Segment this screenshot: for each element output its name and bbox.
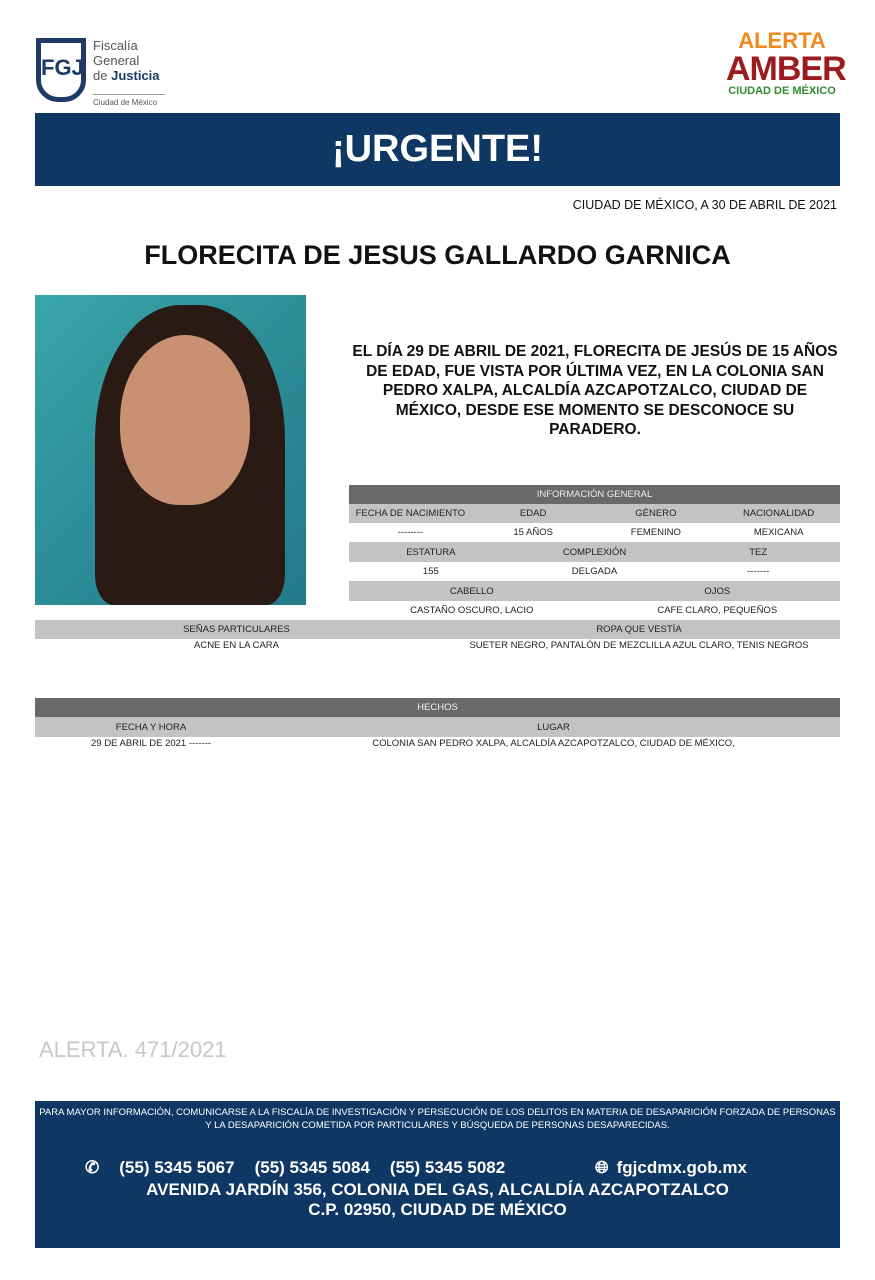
info-label-row [349, 542, 840, 562]
value: DELGADA [571, 566, 618, 577]
value: -------- [397, 527, 424, 538]
info-value-row [349, 601, 840, 620]
label: SEÑAS PARTICULARES [183, 624, 290, 635]
label: FECHA DE NACIMIENTO [355, 508, 466, 519]
phone-number[interactable]: (55) 5345 5082 [389, 1158, 506, 1177]
urgent-banner: ¡URGENTE! [35, 113, 840, 186]
phone-number[interactable]: (55) 5345 5084 [254, 1158, 370, 1177]
logo-line: de [93, 68, 108, 83]
phone-number[interactable]: (55) 5345 5067 [119, 1158, 235, 1177]
label: LUGAR [537, 721, 570, 733]
value: ACNE EN LA CARA [194, 640, 279, 651]
value: SUETER NEGRO, PANTALÓN DE MEZCLILLA AZUL CLARO, TENIS NEGROS [469, 640, 809, 651]
label: COMPLEXIÓN [562, 546, 627, 558]
info-header: INFORMACIÓN GENERAL [349, 485, 840, 504]
address-line: AVENIDA JARDÍN 356, COLONIA DEL GAS, ALCALDÍA AZCAPOTZALCO [146, 1180, 729, 1199]
info-value-row [349, 562, 840, 581]
value: 29 DE ABRIL DE 2021 ------- [90, 737, 212, 749]
amber-line: ALERTA [738, 28, 826, 53]
value: FEMENINO [630, 527, 681, 538]
value: ------- [747, 566, 770, 577]
address-line: C.P. 02950, CIUDAD DE MÉXICO [308, 1200, 567, 1219]
label: ROPA QUE VESTÍA [596, 624, 682, 635]
label: EDAD [519, 508, 547, 519]
info-label-row [349, 581, 840, 601]
amber-line: CIUDAD DE MÉXICO [728, 85, 836, 97]
person-name: FLORECITA DE JESUS GALLARDO GARNICA [144, 240, 731, 270]
value: CAFE CLARO, PEQUEÑOS [657, 605, 778, 616]
logo-line: General [93, 53, 140, 68]
globe-icon: 🌐︎ [595, 1158, 609, 1177]
info-label-row [35, 620, 840, 639]
hechos-header: HECHOS [35, 698, 840, 717]
value: 15 AÑOS [513, 527, 553, 538]
logo-line: Justicia [111, 68, 160, 83]
value: COLONIA SAN PEDRO XALPA, ALCALDÍA AZCAPOTZALCO, CIUDAD DE MÉXICO, [372, 737, 735, 749]
amber-line: AMBER [726, 50, 846, 88]
footer-info: PARA MAYOR INFORMACIÓN, COMUNICARSE A LA FISCALÍA DE INVESTIGACIÓN Y PERSECUCIÓN DE LOS DELITOS EN MATERIA DE DESAPARICIÓN FORZADA DE PERSONAS Y LA DESAPARICIÓN COMETIDA POR PARTICULARES Y BÚSQUEDA DE PERSONAS DESAPARECIDAS. [39, 1107, 836, 1131]
phone-icon: ✆ [85, 1158, 100, 1177]
hechos-value-row [35, 737, 840, 749]
label: CABELLO [449, 585, 494, 597]
label: GÉNERO [635, 508, 677, 519]
hechos-label-row [35, 717, 840, 737]
info-label-row [349, 504, 840, 523]
value: MEXICANA [753, 527, 804, 538]
value: 155 [422, 566, 439, 577]
label: FECHA Y HORA [115, 721, 187, 733]
description: EL DÍA 29 DE ABRIL DE 2021, FLORECITA DE JESÚS DE 15 AÑOS DE EDAD, FUE VISTA POR ÚLTIMA VEZ, EN LA COLONIA SAN PEDRO XALPA, ALCALDÍA AZCAPOTZALCO, CIUDAD DE MÉXICO, DESDE ESE MOMENTO SE DESCONOCE SU PARADERO. [352, 343, 838, 438]
label: TEZ [749, 546, 768, 558]
date-line: CIUDAD DE MÉXICO, A 30 DE ABRIL DE 2021 [572, 198, 837, 212]
fgj-emblem-icon: FGJ [36, 38, 86, 102]
info-value-row [35, 639, 840, 652]
info-value-row [349, 523, 840, 542]
person-photo [35, 295, 306, 605]
alerta-amber-logo [726, 28, 846, 97]
alert-number: ALERTA. 471/2021 [39, 1037, 227, 1062]
label: ESTATURA [406, 546, 456, 558]
label: OJOS [704, 585, 731, 597]
phone-list [85, 1158, 505, 1178]
value: CASTAÑO OSCURO, LACIO [410, 605, 534, 616]
footer [35, 1101, 840, 1248]
fgj-logo [36, 34, 176, 106]
logo-city: Ciudad de México [93, 94, 165, 107]
label: NACIONALIDAD [742, 508, 815, 519]
website-link[interactable]: fgjcdmx.gob.mx [616, 1158, 747, 1177]
logo-line: Fiscalía [93, 38, 138, 53]
